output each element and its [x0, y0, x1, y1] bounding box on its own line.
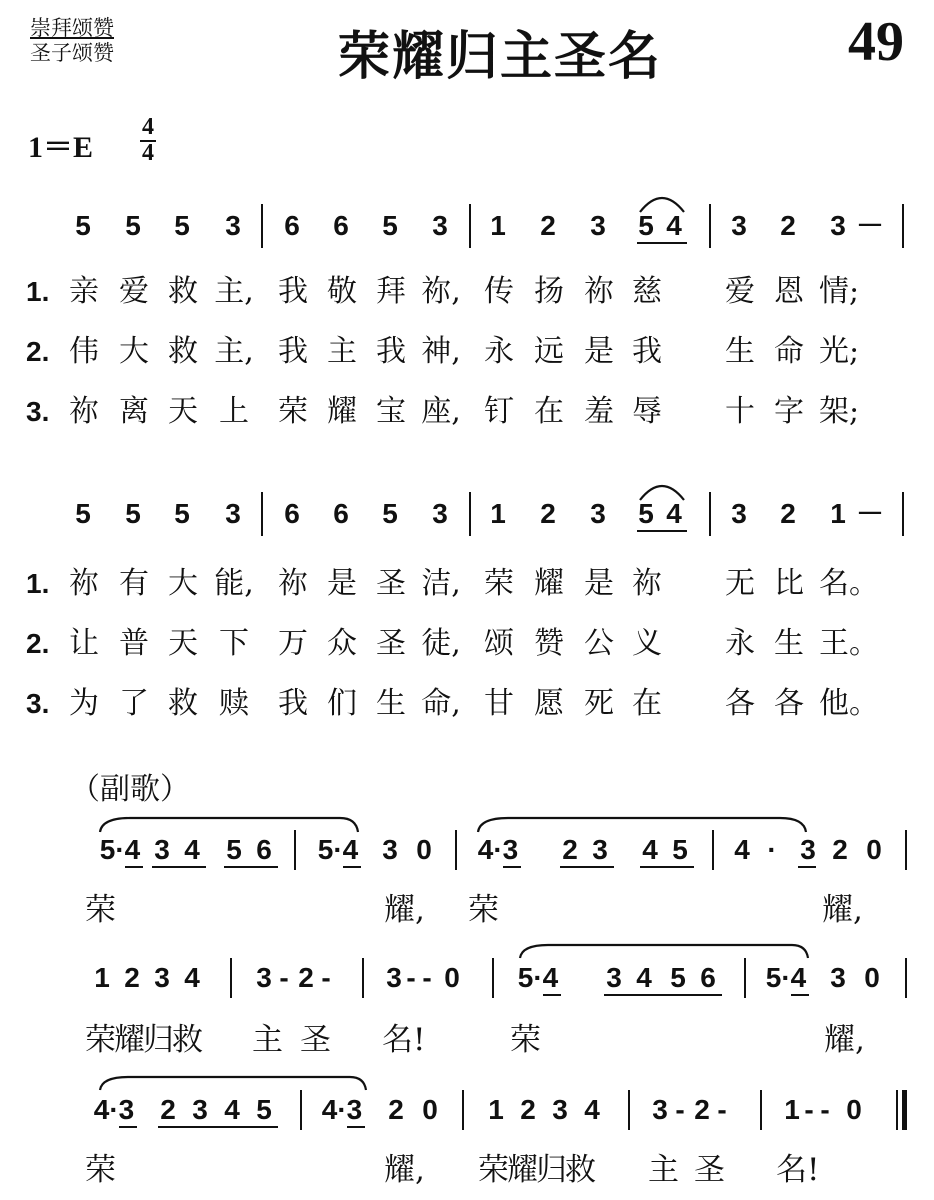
- chorus-lyric: 圣: [694, 1152, 725, 1188]
- note: 4: [184, 834, 200, 865]
- chorus-lyric: 荣: [85, 892, 116, 928]
- eighth-underline: [343, 866, 361, 868]
- note: 4: [666, 498, 682, 529]
- verse-number: 2.: [26, 336, 50, 367]
- lyric-char: 死: [584, 686, 614, 721]
- note: 2: [780, 498, 796, 529]
- note: 5: [638, 498, 654, 529]
- lyric-char: 情;: [819, 274, 860, 309]
- bar-line: [230, 958, 232, 998]
- note: 5: [174, 498, 190, 529]
- note: ·: [767, 834, 777, 865]
- chorus-lyric: 荣耀归救: [85, 1022, 201, 1058]
- lyric-char: 生: [376, 686, 406, 721]
- note: 3: [731, 498, 747, 529]
- dash: -: [804, 1094, 814, 1125]
- note: 2: [540, 498, 556, 529]
- final-bar-thick: [902, 1090, 907, 1130]
- lyric-char: 永: [725, 626, 755, 661]
- note: 2: [388, 1094, 404, 1125]
- chorus-lyric: 主: [252, 1022, 283, 1058]
- lyric-char: 主,: [214, 274, 254, 309]
- eighth-underline: [503, 866, 521, 868]
- lyric-char: 能,: [214, 566, 254, 601]
- lyric-char: 愿: [534, 686, 564, 721]
- lyric-char: 光;: [819, 334, 860, 369]
- lyric-char: 颂: [484, 626, 514, 661]
- note: 0: [864, 962, 880, 993]
- eighth-underline: [798, 866, 816, 868]
- note: 6: [333, 210, 349, 241]
- note: 5: [75, 210, 91, 241]
- chorus-lyric: 主: [648, 1152, 679, 1188]
- lyric-char: 离: [119, 394, 149, 429]
- bar-line: [744, 958, 746, 998]
- lyric-char: 圣: [376, 626, 406, 661]
- note: 3: [432, 498, 448, 529]
- note: 5: [226, 834, 242, 865]
- lyric-char: 祢: [632, 566, 662, 601]
- chorus-line-2: [0, 948, 934, 1008]
- lyric-char: 我: [278, 686, 308, 721]
- note: 4·3: [93, 1094, 135, 1125]
- lyric-char: 辱: [632, 394, 662, 429]
- lyric-char: 祢: [584, 274, 614, 309]
- note: 2: [298, 962, 314, 993]
- book-category-line-2: 圣子颂赞: [30, 41, 114, 65]
- note: 0: [422, 1094, 438, 1125]
- lyric-char: 我: [632, 334, 662, 369]
- chorus-line-3: [0, 1080, 934, 1140]
- hymn-title: 荣耀归主圣名: [338, 27, 663, 87]
- note: 5: [256, 1094, 272, 1125]
- lyric-char: 慈: [632, 274, 662, 309]
- note: 4: [636, 962, 652, 993]
- lyric-char: 是: [327, 566, 357, 601]
- lyric-char: 了: [119, 686, 149, 721]
- lyric-char: 荣: [484, 566, 514, 601]
- dash: -: [321, 962, 331, 993]
- chorus-lyric: 耀,: [384, 1152, 425, 1188]
- note: 3: [432, 210, 448, 241]
- dash: -: [279, 962, 289, 993]
- note: 6: [256, 834, 272, 865]
- lyric-char: 主,: [214, 334, 254, 369]
- note: 3: [590, 210, 606, 241]
- lyric-char: 生: [774, 626, 804, 661]
- lyric-char: 赎: [219, 686, 249, 721]
- verse-number: 1.: [26, 568, 50, 599]
- dash: －: [855, 210, 884, 241]
- dash: -: [675, 1094, 685, 1125]
- note: 1: [490, 210, 506, 241]
- lyric-char: 宝: [376, 394, 406, 429]
- eighth-underline: [543, 994, 561, 996]
- bar-line: [760, 1090, 762, 1130]
- lyric-char: 传: [484, 274, 514, 309]
- note: 3: [154, 962, 170, 993]
- note: 4: [224, 1094, 240, 1125]
- lyric-char: 比: [774, 566, 804, 601]
- note: 3: [225, 210, 241, 241]
- note: 2: [562, 834, 578, 865]
- bar-line: [905, 958, 907, 998]
- eighth-underline: [224, 866, 278, 868]
- chorus-line-1: [0, 820, 934, 880]
- lyric-char: 字: [774, 394, 804, 429]
- key-signature: 1＝E: [28, 131, 94, 164]
- lyric-char: 耀: [534, 566, 564, 601]
- note: 3: [382, 834, 398, 865]
- note: 5: [672, 834, 688, 865]
- note: 5: [638, 210, 654, 241]
- eighth-underline: [347, 1126, 365, 1128]
- lyric-char: 天: [168, 394, 198, 429]
- note: 4: [642, 834, 658, 865]
- lyric-char: 名。: [819, 566, 879, 601]
- eighth-underline: [158, 1126, 278, 1128]
- note: 5·4: [517, 962, 559, 993]
- dash: -: [406, 962, 416, 993]
- note: 2: [832, 834, 848, 865]
- bar-line: [628, 1090, 630, 1130]
- lyric-char: 祢: [278, 566, 308, 601]
- note: 6: [333, 498, 349, 529]
- lyric-char: 大: [168, 566, 198, 601]
- book-category-line-1: 崇拜颂赞: [30, 16, 114, 40]
- note: 1: [830, 498, 846, 529]
- hymn-number: 49: [848, 11, 904, 73]
- note: 5: [382, 210, 398, 241]
- lyric-char: 主: [327, 334, 357, 369]
- eighth-underline: [119, 1126, 137, 1128]
- lyric-char: 十: [725, 394, 755, 429]
- lyric-char: 救: [168, 686, 198, 721]
- chorus-lyric: 耀,: [822, 892, 863, 928]
- lyric-char: 众: [327, 626, 357, 661]
- note: 3: [590, 498, 606, 529]
- note: 5: [75, 498, 91, 529]
- chorus-lyric: 名!: [776, 1152, 820, 1188]
- lyric-char: 我: [278, 334, 308, 369]
- eighth-underline: [152, 866, 206, 868]
- note: 0: [866, 834, 882, 865]
- chorus-lyric: 荣: [510, 1022, 541, 1058]
- bar-line: [905, 830, 907, 870]
- lyric-char: 恩: [774, 274, 804, 309]
- note: 1: [490, 498, 506, 529]
- lyric-char: 公: [584, 626, 614, 661]
- note: 3: [154, 834, 170, 865]
- lyric-char: 让: [69, 626, 99, 661]
- note: 3: [830, 962, 846, 993]
- lyric-char: 远: [534, 334, 564, 369]
- lyric-char: 万: [278, 626, 308, 661]
- dash: -: [422, 962, 432, 993]
- note: 6: [284, 498, 300, 529]
- lyric-char: 爱: [725, 274, 755, 309]
- lyric-char: 义: [632, 626, 662, 661]
- lyric-char: 各: [725, 686, 755, 721]
- note: 4: [184, 962, 200, 993]
- lyric-char: 我: [278, 274, 308, 309]
- note: 1: [488, 1094, 504, 1125]
- note: 1: [784, 1094, 800, 1125]
- lyric-char: 生: [725, 334, 755, 369]
- bar-line: [455, 830, 457, 870]
- note: 2: [540, 210, 556, 241]
- lyric-char: 赞: [534, 626, 564, 661]
- note: 5: [670, 962, 686, 993]
- note: 4·3: [321, 1094, 363, 1125]
- note: 2: [124, 962, 140, 993]
- lyric-char: 洁,: [421, 566, 461, 601]
- chorus-lyric: 耀,: [384, 892, 425, 928]
- lyric-char: 是: [584, 334, 614, 369]
- time-signature-top: 4: [142, 114, 154, 140]
- lyric-char: 为: [69, 686, 99, 721]
- note: 3: [192, 1094, 208, 1125]
- chorus-lyric: 荣: [85, 1152, 116, 1188]
- note: 3: [731, 210, 747, 241]
- note: 3: [592, 834, 608, 865]
- note: 3: [800, 834, 816, 865]
- lyric-char: 天: [168, 626, 198, 661]
- lyric-char: 大: [119, 334, 149, 369]
- note: 3: [830, 210, 846, 241]
- lyric-char: 我: [376, 334, 406, 369]
- lyric-char: 上: [219, 394, 249, 429]
- note: 4: [584, 1094, 600, 1125]
- verse-number: 3.: [26, 396, 50, 427]
- note: 3: [652, 1094, 668, 1125]
- chorus-lyric: 荣: [468, 892, 499, 928]
- lyric-char: 伟: [69, 334, 99, 369]
- lyric-char: 羞: [584, 394, 614, 429]
- lyric-char: 下: [219, 626, 249, 661]
- lyric-char: 他。: [819, 686, 879, 721]
- note: 5: [382, 498, 398, 529]
- lyric-char: 有: [119, 566, 149, 601]
- bar-line: [300, 1090, 302, 1130]
- lyric-char: 耀: [327, 394, 357, 429]
- lyric-char: 祢: [69, 566, 99, 601]
- note: 5·4: [765, 962, 807, 993]
- dash: －: [855, 498, 884, 529]
- dash: -: [820, 1094, 830, 1125]
- lyric-char: 各: [774, 686, 804, 721]
- bar-line: [294, 830, 296, 870]
- note: 5: [125, 498, 141, 529]
- lyric-char: 祢,: [421, 274, 461, 309]
- verse-number: 1.: [26, 276, 50, 307]
- note: 2: [160, 1094, 176, 1125]
- note: 1: [94, 962, 110, 993]
- lyric-char: 徒,: [421, 626, 461, 661]
- lyric-char: 座,: [421, 394, 461, 429]
- lyric-char: 救: [168, 334, 198, 369]
- note: 2: [694, 1094, 710, 1125]
- eighth-underline: [791, 994, 809, 996]
- note: 2: [780, 210, 796, 241]
- eighth-underline: [125, 866, 143, 868]
- verse-number: 3.: [26, 688, 50, 719]
- chorus-lyric: 名!: [382, 1022, 426, 1058]
- lyric-char: 神,: [421, 334, 461, 369]
- lyric-char: 无: [725, 566, 755, 601]
- lyric-char: 永: [484, 334, 514, 369]
- lyric-char: 在: [632, 686, 662, 721]
- note: 3: [606, 962, 622, 993]
- lyric-char: 王。: [819, 626, 879, 661]
- bar-line: [362, 958, 364, 998]
- lyric-char: 在: [534, 394, 564, 429]
- note: 6: [284, 210, 300, 241]
- lyric-char: 扬: [534, 274, 564, 309]
- lyric-char: 普: [119, 626, 149, 661]
- note: 5·4: [99, 834, 141, 865]
- note: 5: [125, 210, 141, 241]
- note: 5: [174, 210, 190, 241]
- lyric-char: 荣: [278, 394, 308, 429]
- chorus-lyric: 耀,: [824, 1022, 865, 1058]
- eighth-underline: [604, 994, 722, 996]
- lyric-char: 亲: [69, 274, 99, 309]
- chorus-lyric: 圣: [300, 1022, 331, 1058]
- note: 3: [386, 962, 402, 993]
- note: 0: [846, 1094, 862, 1125]
- bar-line: [712, 830, 714, 870]
- final-bar-thin: [896, 1090, 898, 1130]
- lyric-char: 命: [774, 334, 804, 369]
- lyric-char: 甘: [484, 686, 514, 721]
- note: 4: [666, 210, 682, 241]
- lyric-char: 是: [584, 566, 614, 601]
- note: 4: [734, 834, 750, 865]
- note: 3: [552, 1094, 568, 1125]
- note: 0: [444, 962, 460, 993]
- bar-line: [462, 1090, 464, 1130]
- lyric-char: 敬: [327, 274, 357, 309]
- chorus-lyric: 荣耀归救: [478, 1152, 594, 1188]
- eighth-underline: [560, 866, 614, 868]
- dash: -: [717, 1094, 727, 1125]
- note: 6: [700, 962, 716, 993]
- chorus-label: （副歌）: [70, 772, 190, 807]
- note: 0: [416, 834, 432, 865]
- note: 4·3: [477, 834, 519, 865]
- lyric-char: 圣: [376, 566, 406, 601]
- lyric-char: 拜: [376, 274, 406, 309]
- lyric-char: 架;: [819, 394, 860, 429]
- lyric-char: 命,: [421, 686, 461, 721]
- lyric-char: 爱: [119, 274, 149, 309]
- eighth-underline: [640, 866, 694, 868]
- lyric-char: 救: [168, 274, 198, 309]
- verse-number: 2.: [26, 628, 50, 659]
- lyric-char: 祢: [69, 394, 99, 429]
- lyric-char: 钉: [484, 394, 514, 429]
- note: 5·4: [317, 834, 359, 865]
- note: 2: [520, 1094, 536, 1125]
- note: 3: [225, 498, 241, 529]
- time-signature-bottom: 4: [142, 140, 154, 166]
- note: 3: [256, 962, 272, 993]
- bar-line: [492, 958, 494, 998]
- lyric-char: 们: [327, 686, 357, 721]
